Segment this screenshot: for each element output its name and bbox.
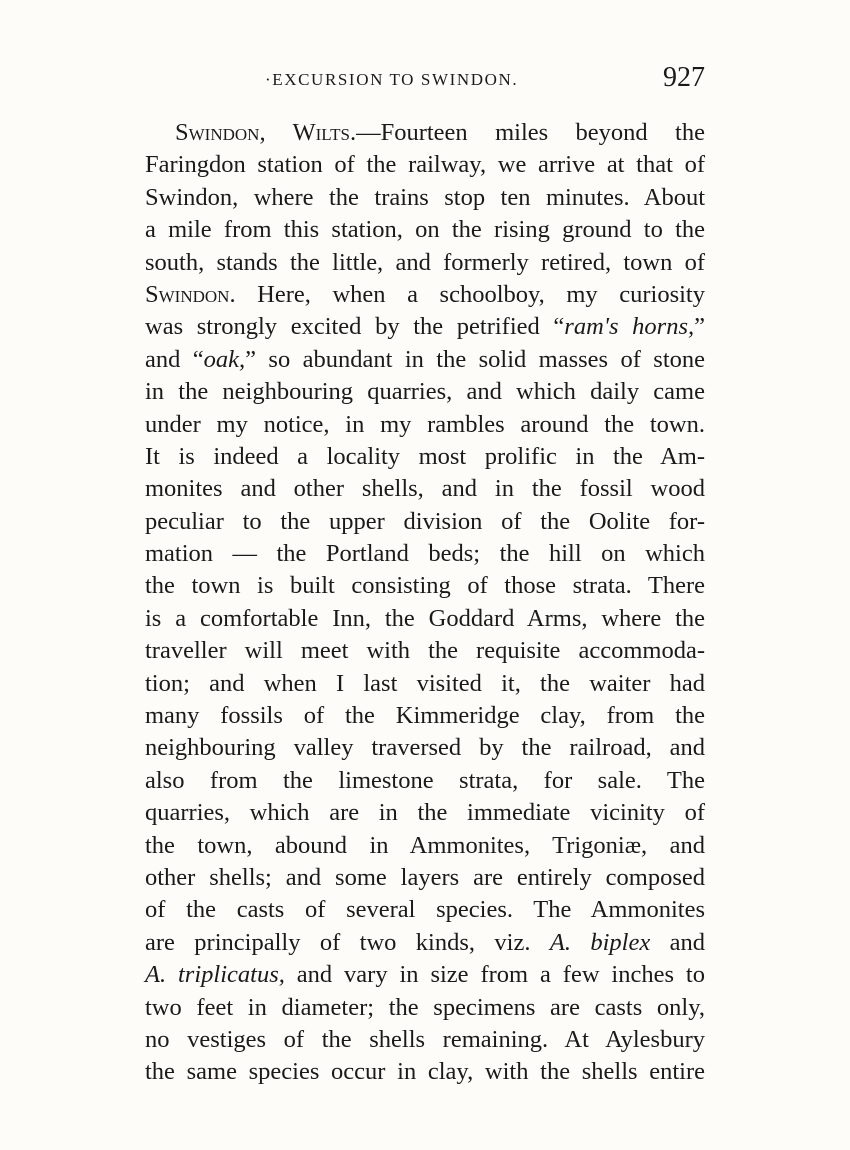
text-span: are principally of two kinds, viz. (145, 928, 550, 956)
text-line: in the neighbouring quarries, and which daily came (145, 378, 705, 406)
place-name: Swindon. (145, 280, 236, 308)
text-line: two feet in diameter; the specimens are casts only, (145, 993, 705, 1021)
italic-term: A. triplicatus, (145, 961, 285, 989)
text-line: south, stands the little, and formerly retired, town of (145, 248, 705, 276)
text-line: a mile from this station, on the rising ground to the (145, 216, 705, 244)
text-line (145, 959, 705, 991)
italic-term: oak, (203, 345, 246, 373)
text-line: the town, abound in Ammonites, Trigoniæ, and (145, 831, 705, 859)
text-line: Swindon, where the trains stop ten minutes. About (145, 183, 705, 211)
text-line: monites and other shells, and in the fossil wood (145, 475, 705, 503)
running-head: ·EXCURSION TO SWINDON. (265, 70, 519, 89)
text-line: traveller will meet with the requisite accommoda- (145, 637, 705, 665)
text-span: was strongly excited by the petrified “ (145, 313, 565, 341)
text-line: many fossils of the Kimmeridge clay, from the (145, 702, 705, 730)
text-line: neighbouring valley traversed by the railroad, and (145, 734, 705, 762)
text-span: ” so abundant in the solid masses of stone (245, 345, 705, 373)
text-line (145, 927, 705, 959)
text-line: Faringdon station of the railway, we arrive at that of (145, 151, 705, 179)
italic-term: A. biplex (549, 928, 651, 956)
text-span: Here, when a schoolboy, my curiosity (235, 280, 705, 308)
text-line: of the casts of several species. The Ammonites (145, 896, 705, 924)
text-line (145, 117, 705, 149)
text-line (145, 344, 705, 376)
text-span: and (650, 928, 706, 956)
text-line: is a comfortable Inn, the Goddard Arms, where the (145, 604, 705, 632)
text-line: tion; and when I last visited it, the waiter had (145, 669, 705, 697)
page-header (145, 62, 705, 102)
page-number: 927 (663, 62, 705, 93)
body-text (145, 117, 705, 1089)
text-line: under my notice, in my rambles around the town. (145, 410, 705, 438)
text-line (145, 311, 705, 343)
text-line: quarries, which are in the immediate vicinity of (145, 799, 705, 827)
text-line: other shells; and some layers are entirely composed (145, 863, 705, 891)
text-line (145, 279, 705, 311)
text-line: mation — the Portland beds; the hill on which (145, 540, 705, 568)
text-span: ” (694, 313, 705, 341)
place-name: Swindon, Wilts. (175, 119, 357, 146)
text-span: —Fourteen miles beyond the (356, 119, 705, 146)
text-line: also from the limestone strata, for sale. The (145, 766, 705, 794)
text-line: peculiar to the upper division of the Oolite for- (145, 507, 705, 535)
text-line: It is indeed a locality most prolific in the Am- (145, 442, 705, 470)
text-line: the same species occur in clay, with the shells entire (145, 1058, 705, 1086)
text-line: no vestiges of the shells remaining. At Aylesbury (145, 1025, 705, 1053)
text-span: and vary in size from a few inches to (284, 961, 705, 989)
italic-term: ram's horns, (564, 313, 695, 341)
text-span: and “ (145, 345, 204, 373)
text-line: the town is built consisting of those strata. There (145, 572, 705, 600)
